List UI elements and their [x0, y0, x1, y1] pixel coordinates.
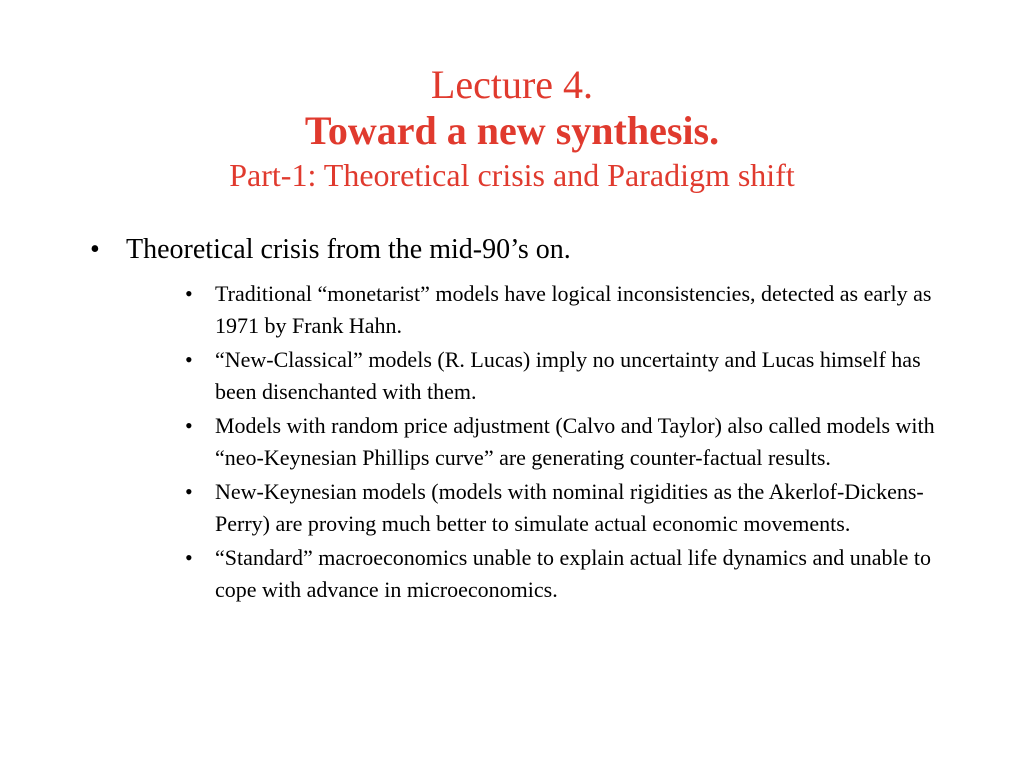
title-subtitle: Part-1: Theoretical crisis and Paradigm shift [229, 157, 795, 193]
slide-title [0, 62, 1024, 196]
main-bullet-text: Theoretical crisis from the mid-90’s on. [126, 234, 571, 265]
bullet-marker: • [185, 281, 193, 306]
sub-bullet-text: Traditional “monetarist” models have logical inconsistencies, detected as early as 1971 by Frank Hahn. [215, 281, 932, 338]
sub-bullet-item [185, 476, 945, 540]
sub-bullet-item [185, 410, 945, 474]
sub-bullet-item [185, 344, 945, 408]
sub-bullet-text: Models with random price adjustment (Calvo and Taylor) also called models with “neo-Keynesian Phillips curve” are generating counter-factual results. [215, 413, 935, 470]
sub-bullet-item [185, 542, 945, 606]
sub-bullet-text: New-Keynesian models (models with nominal rigidities as the Akerlof-Dickens-Perry) are proving much better to simulate actual economic movements. [215, 479, 924, 536]
sub-bullet-text: “New-Classical” models (R. Lucas) imply no uncertainty and Lucas himself has been disenchanted with them. [215, 347, 921, 404]
sub-bullet-item [185, 278, 945, 342]
bullet-marker: • [185, 545, 193, 570]
sub-bullet-list [185, 278, 945, 608]
title-main: Toward a new synthesis. [304, 108, 720, 153]
bullet-marker: • [90, 234, 100, 265]
main-bullet [90, 232, 970, 268]
bullet-marker: • [185, 479, 193, 504]
bullet-marker: • [185, 347, 193, 372]
bullet-marker: • [185, 413, 193, 438]
title-lecture-number: Lecture 4. [430, 62, 594, 107]
sub-bullet-text: “Standard” macroeconomics unable to explain actual life dynamics and unable to cope with advance in microeconomics. [215, 545, 931, 602]
